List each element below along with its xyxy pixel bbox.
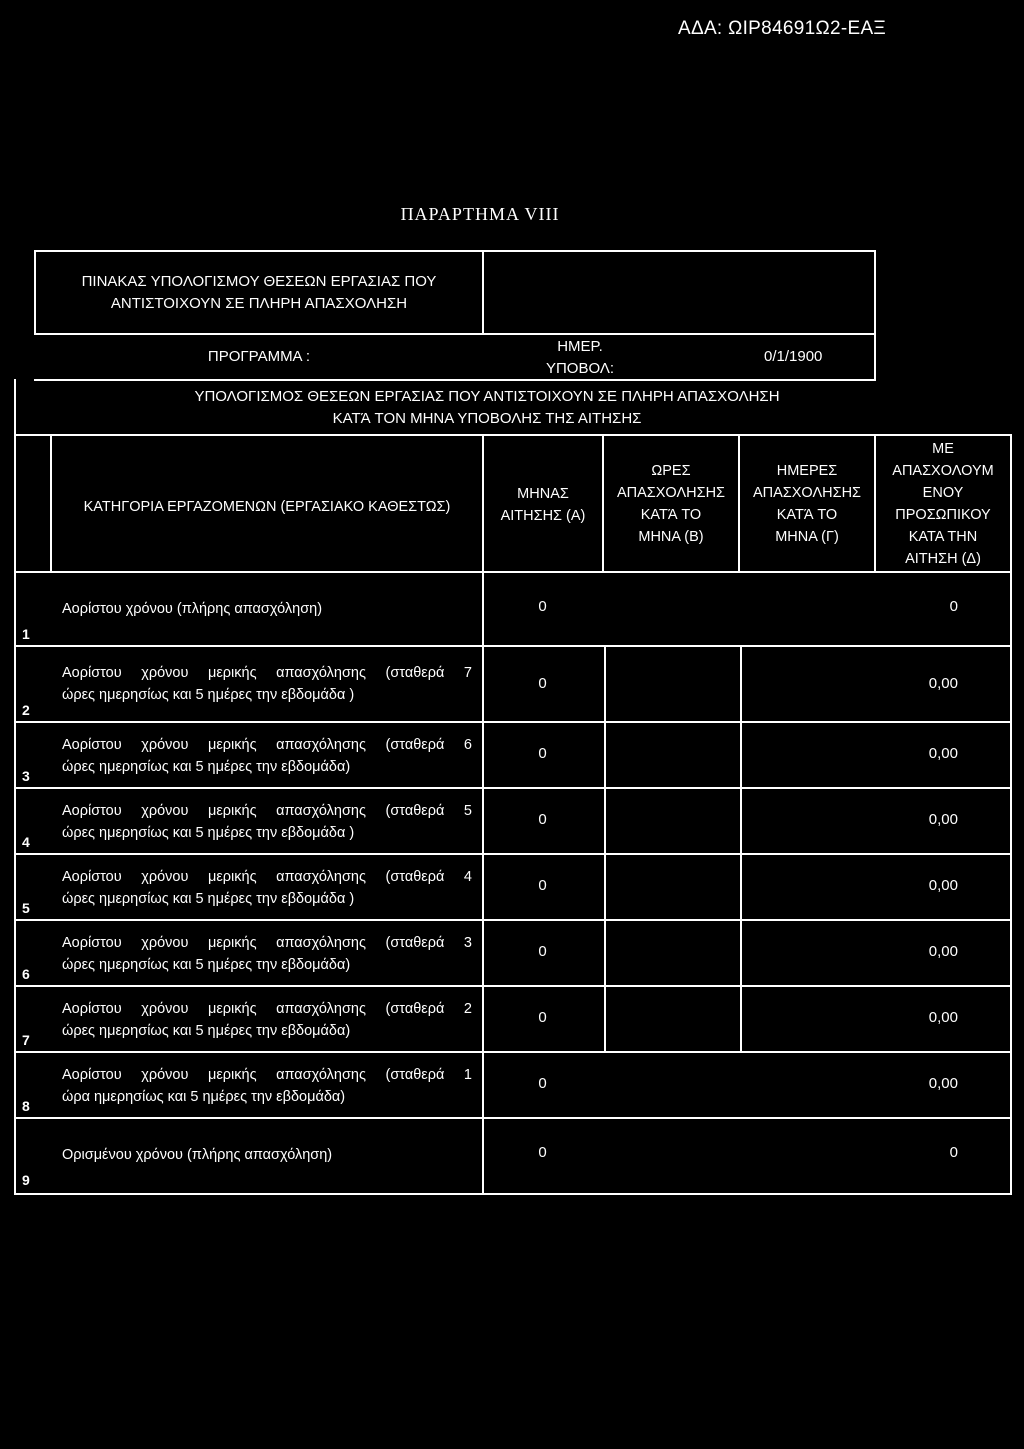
row-value-a: 0: [538, 1075, 547, 1092]
column-header-a: ΜΗΝΑΣ ΑΙΤΗΣΗΣ (Α): [500, 486, 586, 524]
row-description: Αορίστου χρόνου μερικής απασχόλησης (σταθερά 4 ώρες ημερησίως και 5 ημέρες την εβδομάδα ): [62, 869, 472, 907]
row-value-d: 0,00: [928, 811, 958, 828]
row-value-d: 0,00: [928, 1075, 958, 1092]
row-value-d: 0,00: [928, 1009, 958, 1026]
row-number: 3: [22, 768, 30, 784]
row-description: Αορίστου χρόνου μερικής απασχόλησης (σταθερά 7 ώρες ημερησίως και 5 ημέρες την εβδομάδα ): [62, 665, 472, 703]
submission-date-value: 0/1/1900: [764, 348, 823, 365]
row-description: Αορίστου χρόνου (πλήρης απασχόληση): [62, 601, 323, 617]
table-title: ΠΙΝΑΚΑΣ ΥΠΟΛΟΓΙΣΜΟΥ ΘΕΣΕΩΝ ΕΡΓΑΣΙΑΣ ΠΟΥ ΑΝΤΙΣΤΟΙΧΟΥΝ ΣΕ ΠΛΗΡΗ ΑΠΑΣΧΟΛΗΣΗ: [81, 273, 437, 312]
row-value-a: 0: [538, 877, 547, 894]
calc-title: ΥΠΟΛΟΓΙΣΜΟΣ ΘΕΣΕΩΝ ΕΡΓΑΣΙΑΣ ΠΟΥ ΑΝΤΙΣΤΟΙΧΟΥΝ ΣΕ ΠΛΗΡΗ ΑΠΑΣΧΟΛΗΣΗ ΚΑΤΆ ΤΟΝ ΜΗΝΑ ΥΠΟΒΟΛΗΣ ΤΗΣ ΑΙΤΗΣΗΣ: [194, 388, 780, 427]
row-description: Ορισμένου χρόνου (πλήρης απασχόληση): [62, 1147, 333, 1163]
row-value-a: 0: [538, 811, 547, 828]
column-header-b: ΩΡΕΣ ΑΠΑΣΧΟΛΗΣΗΣ ΚΑΤΆ ΤΟ ΜΗΝΑ (Β): [616, 463, 726, 545]
row-number: 7: [22, 1032, 30, 1048]
row-number: 9: [22, 1172, 30, 1188]
row-value-d: 0: [949, 1144, 958, 1161]
row-number: 2: [22, 702, 30, 718]
program-label: ΠΡΟΓΡΑΜΜΑ :: [207, 348, 311, 365]
row-description: Αορίστου χρόνου μερικής απασχόλησης (σταθερά 2 ώρες ημερησίως και 5 ημέρες την εβδομάδα): [62, 1001, 472, 1039]
row-value-a: 0: [538, 675, 547, 692]
row-value-a: 0: [538, 1009, 547, 1026]
row-value-a: 0: [538, 943, 547, 960]
ada-code: ΑΔΑ: ΩΙΡ84691Ω2-ΕΑΞ: [678, 18, 887, 39]
column-header-g: ΗΜΕΡΕΣ ΑΠΑΣΧΟΛΗΣΗΣ ΚΑΤΆ ΤΟ ΜΗΝΑ (Γ): [752, 463, 862, 545]
row-description: Αορίστου χρόνου μερικής απασχόλησης (σταθερά 5 ώρες ημερησίως και 5 ημέρες την εβδομάδα ): [62, 803, 472, 841]
row-description: Αορίστου χρόνου μερικής απασχόλησης (σταθερά 1 ώρα ημερησίως και 5 ημέρες την εβδομάδα): [62, 1067, 472, 1105]
column-header-d: ΜΕ ΑΠΑΣΧΟΛΟΥΜ ΕΝΟΥ ΠΡΟΣΩΠΙΚΟΥ ΚΑΤΑ ΤΗΝ ΑΙΤΗΣΗ (Δ): [892, 441, 994, 567]
row-number: 8: [22, 1098, 30, 1114]
row-value-d: 0,00: [928, 675, 958, 692]
row-value-a: 0: [538, 598, 547, 615]
row-number: 6: [22, 966, 30, 982]
submission-date-label: ΗΜΕΡ. ΥΠΟΒΟΛ:: [545, 338, 615, 377]
row-value-d: 0,00: [928, 745, 958, 762]
column-header-category: ΚΑΤΗΓΟΡΙΑ ΕΡΓΑΖΟΜΕΝΩΝ (ΕΡΓΑΣΙΑΚΟ ΚΑΘΕΣΤΩΣ): [83, 499, 451, 515]
row-description: Αορίστου χρόνου μερικής απασχόλησης (σταθερά 6 ώρες ημερησίως και 5 ημέρες την εβδομάδα): [62, 737, 472, 775]
row-value-a: 0: [538, 745, 547, 762]
row-number: 4: [22, 834, 30, 850]
annex-title: ΠΑΡΑΡΤΗΜΑ VIII: [400, 204, 560, 224]
row-value-a: 0: [538, 1144, 547, 1161]
row-value-d: 0,00: [928, 877, 958, 894]
row-value-d: 0,00: [928, 943, 958, 960]
row-value-d: 0: [949, 598, 958, 615]
row-number: 1: [22, 626, 30, 642]
row-number: 5: [22, 900, 30, 916]
row-description: Αορίστου χρόνου μερικής απασχόλησης (σταθερά 3 ώρες ημερησίως και 5 ημέρες την εβδομάδα): [62, 935, 472, 973]
